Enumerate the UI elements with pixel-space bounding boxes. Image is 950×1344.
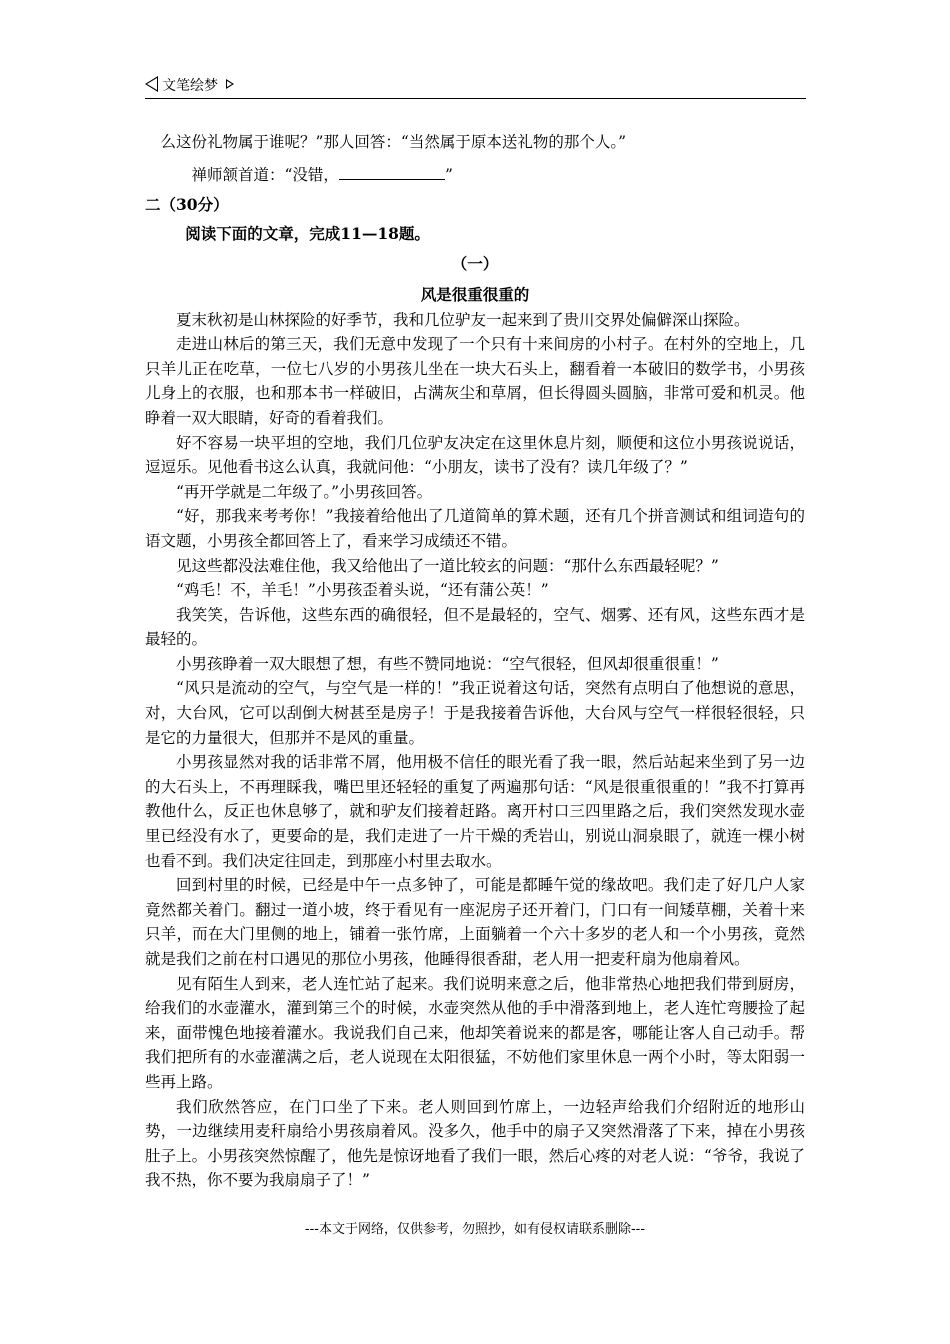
paragraph: “风只是流动的空气，与空气是一样的！”我正说着这句话，突然有点明白了他想说的意思，对，大台风，它可以刮倒大树甚至是房子！于是我接着告诉他，大台风与空气一样很轻很轻，只是它的力量很大，但那并不是风的重量。: [145, 679, 805, 747]
paragraph: 见这些都没法难住他，我又给他出了一道比较玄的问题：“那什么东西最轻呢？”: [176, 556, 719, 575]
paragraph: 我笑笑，告诉他，这些东西的确很轻，但不是最轻的，空气、烟雾、还有风，这些东西才是最轻的。: [145, 605, 805, 649]
reading-instruction: 阅读下面的文章，完成11—18题。: [185, 223, 430, 243]
paragraph: 好不容易一块平坦的空地，我们几位驴友决定在这里休息片刻，顺便和这位小男孩说说话，逗逗乐。见他看书这么认真，我就问他：“小朋友，读书了没有？读几年级了？”: [145, 433, 805, 477]
page-header: [145, 72, 806, 99]
text-line: 么这份礼物属于谁呢？”那人回答：“当然属于原本送礼物的那个人。”: [160, 133, 627, 151]
header-brand: [145, 74, 234, 95]
paragraph: 小男孩睁着一双大眼想了想，有些不赞同地说：“空气很轻，但风却很重很重！”: [176, 654, 719, 673]
article-title: 风是很重很重的: [420, 284, 530, 304]
page-footer: ---本文于网络，仅供参考，勿照抄，如有侵权请联系删除---: [304, 1222, 646, 1237]
paragraph: 我们欣然答应，在门口坐了下来。老人则回到竹席上，一边轻声给我们介绍附近的地形山势，一边继续用麦秆扇给小男孩扇着风。没多久，他手中的扇子又突然滑落了下来，掉在小男孩肚子上。小男孩突然惊醒了，他先是惊讶地看了我们一眼，然后心疼的对老人说：“爷爷，我说了我不热，你不要为我扇扇子了！”: [145, 1097, 805, 1190]
blank-prefix: 禅师颔首道：“没错，: [191, 165, 339, 184]
paragraph: “鸡毛！不，羊毛！”小男孩歪着头说，“还有蒲公英！”: [176, 581, 549, 600]
section-heading: 二（30分）: [145, 195, 229, 215]
document-body: [145, 130, 805, 1193]
paragraph: 小男孩显然对我的话非常不屑，他用极不信任的眼光看了我一眼，然后站起来坐到了另一边的大石头上，不再理睬我，嘴巴里还轻轻的重复了两遍那句话：“风是很重很重的！”我不打算再教他什么，反正也休息够了，就和驴友们接着赶路。离开村口三四里路之后，我们突然发现水壶里已经没有水了，更要命的是，我们走进了一片干燥的秃岩山，别说山洞泉眼了，就连一棵小树也看不到。我们决定往回走，到那座小村里去取水。: [145, 753, 805, 870]
right-triangle-icon: [226, 79, 234, 89]
paragraph: 走进山林后的第三天，我们无意中发现了一个只有十来间房的小村子。在村外的空地上，几只羊儿正在吃草，一位七八岁的小男孩儿坐在一块大石头上，翻看着一本破旧的数学书，小男孩儿身上的衣服，也和那本书一样破旧，占满灰尘和草屑，但长得圆头圆脑，非常可爱和机灵。他睁着一双大眼睛，好奇的看着我们。: [145, 335, 805, 427]
part-label: （一）: [451, 254, 499, 274]
paragraph: 回到村里的时候，已经是中午一点多钟了，可能是都睡午觉的缘故吧。我们走了好几户人家竟然都关着门。翻过一道小坡，终于看见有一座泥房子还开着门，门口有一间矮草棚，关着十来只羊，而在大门里侧的地上，铺着一张竹席，上面躺着一个六十多岁的老人和一个小男孩，竟然就是我们之前在村口遇见的那位小男孩，他睡得很香甜，老人用一把麦秆扇为他扇着风。: [145, 876, 805, 968]
paragraph: 见有陌生人到来，老人连忙站了起来。我们说明来意之后，他非常热心地把我们带到厨房，给我们的水壶灌水，灌到第三个的时候，水壶突然从他的手中滑落到地上，老人连忙弯腰捡了起来，面带愧色地接着灌水。我说我们自己来，他却笑着说来的都是客，哪能让客人自己动手。帮我们把所有的水壶灌满之后，老人说现在太阳很猛，不妨他们家里休息一两个小时，等太阳弱一些再上路。: [145, 974, 805, 1091]
paragraph: “好，那我来考考你！”我接着给他出了几道简单的算术题，还有几个拼音测试和组词造句的语文题，小男孩全都回答上了，看来学习成绩还不错。: [145, 507, 805, 550]
blank-suffix: ”: [444, 165, 453, 184]
text-line-with-blank: [145, 163, 805, 188]
paragraph: 夏末秋初是山林探险的好季节，我和几位驴友一起来到了贵川交界处偏僻深山探险。: [176, 310, 750, 329]
header-title: 文笔绘梦: [162, 78, 218, 94]
fill-in-blank: [339, 165, 445, 180]
article-paragraphs: [145, 308, 805, 1193]
left-triangle-icon: [145, 76, 158, 92]
paragraph: “再开学就是二年级了。”小男孩回答。: [176, 482, 433, 501]
